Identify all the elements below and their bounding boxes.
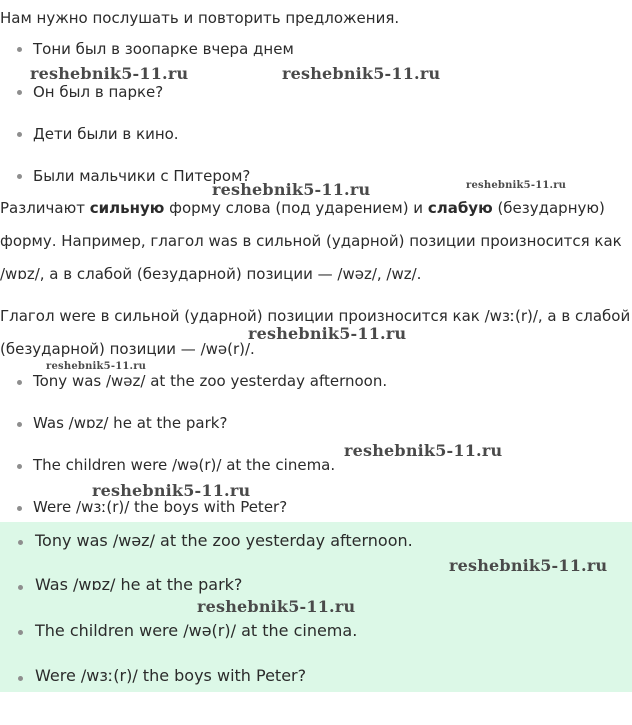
watermark: reshebnik5-11.ru <box>212 180 371 199</box>
bullet-dot <box>18 676 23 681</box>
explanation-line-3: /wɒz/, а в слабой (безударной) позиции — /wəz/, /wz/. <box>0 265 422 283</box>
explanation-line-1: Различают сильную форму слова (под ударением) и слабую (безударную) <box>0 199 605 217</box>
watermark: reshebnik5-11.ru <box>248 324 407 343</box>
list-item: The children were /wə(r)/ at the cinema. <box>35 621 358 640</box>
list-item: Was /wɒz/ he at the park? <box>33 414 228 432</box>
explanation-line-4: Глагол were в сильной (ударной) позиции произносится как /wɜː(r)/, а в слабой <box>0 307 631 325</box>
list-item: Он был в парке? <box>33 83 164 101</box>
intro-text: Нам нужно послушать и повторить предложения. <box>0 9 400 27</box>
watermark: reshebnik5-11.ru <box>449 556 608 575</box>
watermark: reshebnik5-11.ru <box>46 361 147 372</box>
list-item: Дети были в кино. <box>33 125 179 143</box>
list-item: Тони был в зоопарке вчера днем <box>33 40 294 58</box>
bullet-dot <box>18 630 23 635</box>
list-item: Were /wɜː(r)/ the boys with Peter? <box>35 666 307 685</box>
watermark: reshebnik5-11.ru <box>282 64 441 83</box>
bullet-dot <box>17 464 22 469</box>
list-item: Были мальчики с Питером? <box>33 167 251 185</box>
bullet-dot <box>17 90 22 95</box>
bullet-dot <box>17 506 22 511</box>
weak-form-term: слабую <box>427 199 493 217</box>
bullet-dot <box>18 540 23 545</box>
list-item: Was /wɒz/ he at the park? <box>35 575 243 594</box>
bullet-dot <box>17 47 22 52</box>
list-item: Tony was /wəz/ at the zoo yesterday afternoon. <box>35 531 413 550</box>
watermark: reshebnik5-11.ru <box>344 441 503 460</box>
strong-form-term: сильную <box>89 199 165 217</box>
bullet-dot <box>17 132 22 137</box>
list-item: Tony was /wəz/ at the zoo yesterday afternoon. <box>33 372 388 390</box>
explanation-line-2: форму. Например, глагол was в сильной (ударной) позиции произносится как <box>0 232 622 250</box>
bullet-dot <box>18 585 23 590</box>
watermark: reshebnik5-11.ru <box>92 481 251 500</box>
watermark: reshebnik5-11.ru <box>30 64 189 83</box>
watermark: reshebnik5-11.ru <box>466 180 567 191</box>
list-item: The children were /wə(r)/ at the cinema. <box>33 456 336 474</box>
bullet-dot <box>17 174 22 179</box>
list-item: Were /wɜː(r)/ the boys with Peter? <box>33 498 288 516</box>
bullet-dot <box>17 380 22 385</box>
bullet-dot <box>17 422 22 427</box>
explanation-line-5: (безударной) позиции — /wə(r)/. <box>0 340 255 358</box>
watermark: reshebnik5-11.ru <box>197 597 356 616</box>
